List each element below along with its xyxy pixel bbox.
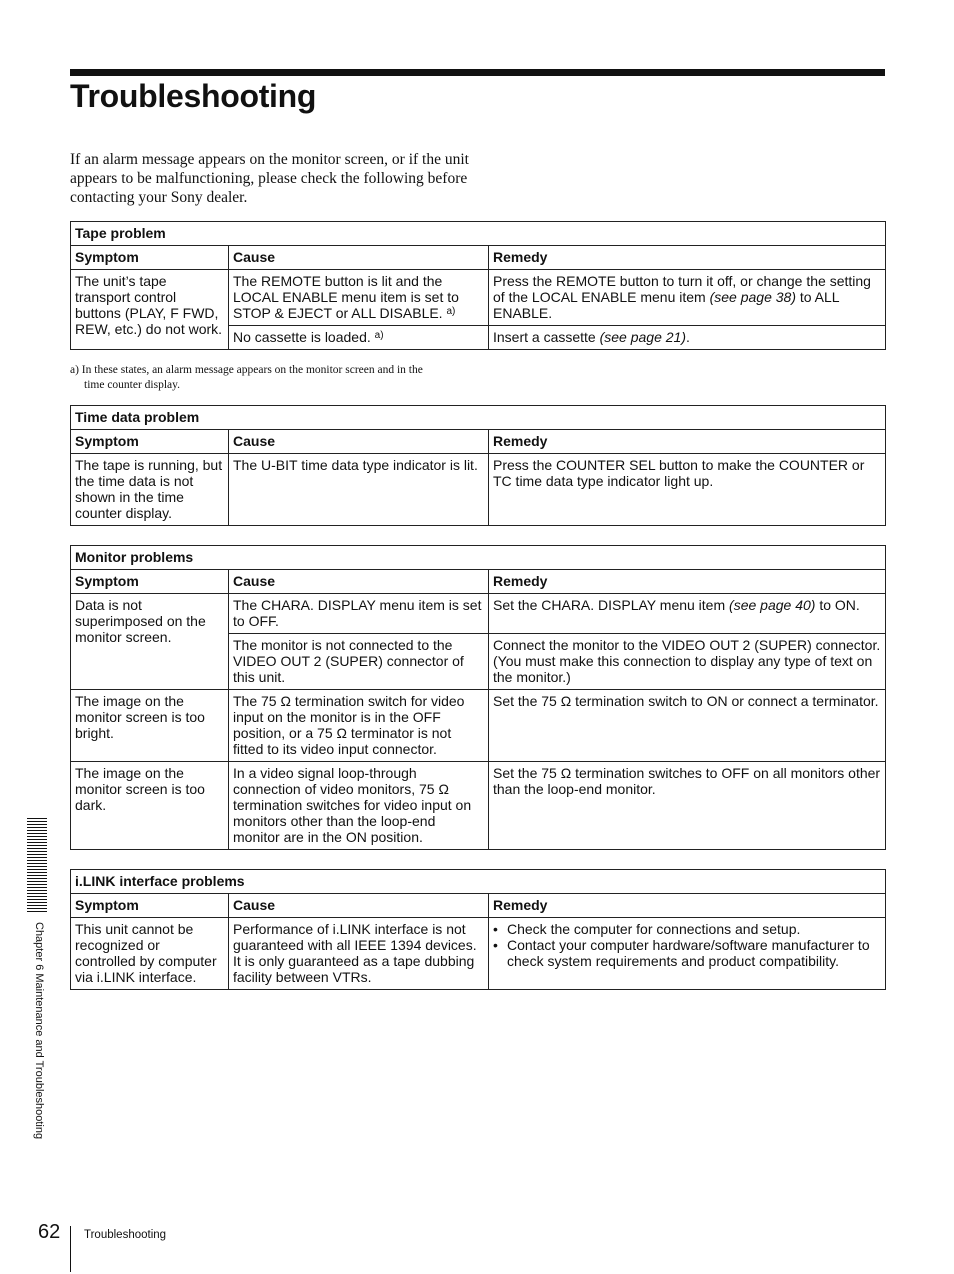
table-title: Time data problem <box>71 406 886 430</box>
cause-header: Cause <box>229 246 489 270</box>
cause-cell: Performance of i.LINK interface is not guaranteed with all IEEE 1394 devices. It is only guaranteed as a tape dubbing facility between VTRs. <box>229 918 489 990</box>
table-row <box>71 270 886 326</box>
symptom-cell: The image on the monitor screen is too bright. <box>71 690 229 762</box>
cause-header: Cause <box>229 894 489 918</box>
symptom-cell: Data is not superimposed on the monitor screen. <box>71 594 229 690</box>
remedy-cell: Press the COUNTER SEL button to make the COUNTER or TC time data type indicator light up. <box>489 454 886 526</box>
symptom-cell: This unit cannot be recognized or controlled by computer via i.LINK interface. <box>71 918 229 990</box>
remedy-cell <box>489 594 886 634</box>
chapter-tab-marker <box>27 818 47 912</box>
cause-text: No cassette is loaded. <box>233 329 371 345</box>
cause-cell <box>229 270 489 326</box>
remedy-cell: Set the 75 Ω termination switch to ON or connect a terminator. <box>489 690 886 762</box>
remedy-cell <box>489 326 886 350</box>
page-reference: (see page 38) <box>709 289 796 305</box>
table-row <box>71 594 886 634</box>
remedy-cell <box>489 918 886 990</box>
footnote-mark: a) <box>374 330 384 341</box>
remedy-text: . <box>686 329 690 345</box>
remedy-text: Press the REMOTE button to turn it off, or change the setting of the LOCAL ENABLE menu item <box>493 273 871 305</box>
remedy-header: Remedy <box>489 894 886 918</box>
symptom-header: Symptom <box>71 246 229 270</box>
remedy-header: Remedy <box>489 570 886 594</box>
list-item: • Contact your computer hardware/software manufacturer to check system requirements and product compatibility. <box>493 937 881 969</box>
cause-cell: The CHARA. DISPLAY menu item is set to OFF. <box>229 594 489 634</box>
symptom-cell: The image on the monitor screen is too dark. <box>71 762 229 850</box>
footer-divider <box>70 1226 71 1272</box>
remedy-cell: Connect the monitor to the VIDEO OUT 2 (SUPER) connector. (You must make this connection to display any type of text on the monitor.) <box>489 634 886 690</box>
table-title: Monitor problems <box>71 546 886 570</box>
table-row <box>71 454 886 526</box>
tape-problem-table <box>70 221 886 350</box>
page-number: 62 <box>38 1221 61 1243</box>
cause-header: Cause <box>229 430 489 454</box>
cause-cell: In a video signal loop-through connection of video monitors, 75 Ω termination switches for video input on monitors other than the loop-end monitor are in the ON position. <box>229 762 489 850</box>
table-row <box>71 762 886 850</box>
ilink-problems-table <box>70 869 886 990</box>
list-item: • Check the computer for connections and setup. <box>493 921 881 937</box>
chapter-side-label: Chapter 6 Maintenance and Troubleshooting <box>33 922 45 1140</box>
symptom-header: Symptom <box>71 894 229 918</box>
symptom-header: Symptom <box>71 430 229 454</box>
cause-text: The REMOTE button is lit and the LOCAL ENABLE menu item is set to STOP & EJECT or ALL DISABLE. <box>233 273 459 321</box>
remedy-text: to ALL ENABLE. <box>493 289 840 321</box>
table-row <box>71 690 886 762</box>
table-title: i.LINK interface problems <box>71 870 886 894</box>
footnote-mark: a) <box>446 306 456 317</box>
intro-paragraph: If an alarm message appears on the monitor screen, or if the unit appears to be malfunctioning, please check the following before contacting your Sony dealer. <box>70 151 469 206</box>
footnote <box>70 363 490 393</box>
page-reference: (see page 21) <box>599 329 687 345</box>
table-title: Tape problem <box>71 222 886 246</box>
remedy-text: Insert a cassette <box>493 329 600 345</box>
page-reference: (see page 40) <box>729 597 816 613</box>
page-title: Troubleshooting <box>70 78 317 114</box>
remedy-text: to ON. <box>815 597 860 613</box>
cause-header: Cause <box>229 570 489 594</box>
title-rule <box>70 69 885 76</box>
time-data-problem-table <box>70 405 886 526</box>
remedy-cell <box>489 270 886 326</box>
cause-cell <box>229 326 489 350</box>
symptom-header: Symptom <box>71 570 229 594</box>
cause-cell: The U-BIT time data type indicator is lit. <box>229 454 489 526</box>
remedy-list <box>493 921 881 969</box>
table-row <box>71 918 886 990</box>
footnote-line: a) In these states, an alarm message appears on the monitor screen and in the <box>70 364 423 376</box>
symptom-cell: The unit’s tape transport control buttons (PLAY, F FWD, REW, etc.) do not work. <box>71 270 229 350</box>
remedy-text: Set the CHARA. DISPLAY menu item <box>493 597 730 613</box>
remedy-header: Remedy <box>489 430 886 454</box>
footnote-line: time counter display. <box>84 379 181 391</box>
cause-cell: The 75 Ω termination switch for video input on the monitor is in the OFF position, or a 75 Ω terminator is not fitted to its video input connector. <box>229 690 489 762</box>
monitor-problems-table <box>70 545 886 850</box>
remedy-header: Remedy <box>489 246 886 270</box>
cause-cell: The monitor is not connected to the VIDEO OUT 2 (SUPER) connector of this unit. <box>229 634 489 690</box>
footer-section-label: Troubleshooting <box>84 1229 167 1241</box>
remedy-cell: Set the 75 Ω termination switches to OFF on all monitors other than the loop-end monitor. <box>489 762 886 850</box>
symptom-cell: The tape is running, but the time data is not shown in the time counter display. <box>71 454 229 526</box>
